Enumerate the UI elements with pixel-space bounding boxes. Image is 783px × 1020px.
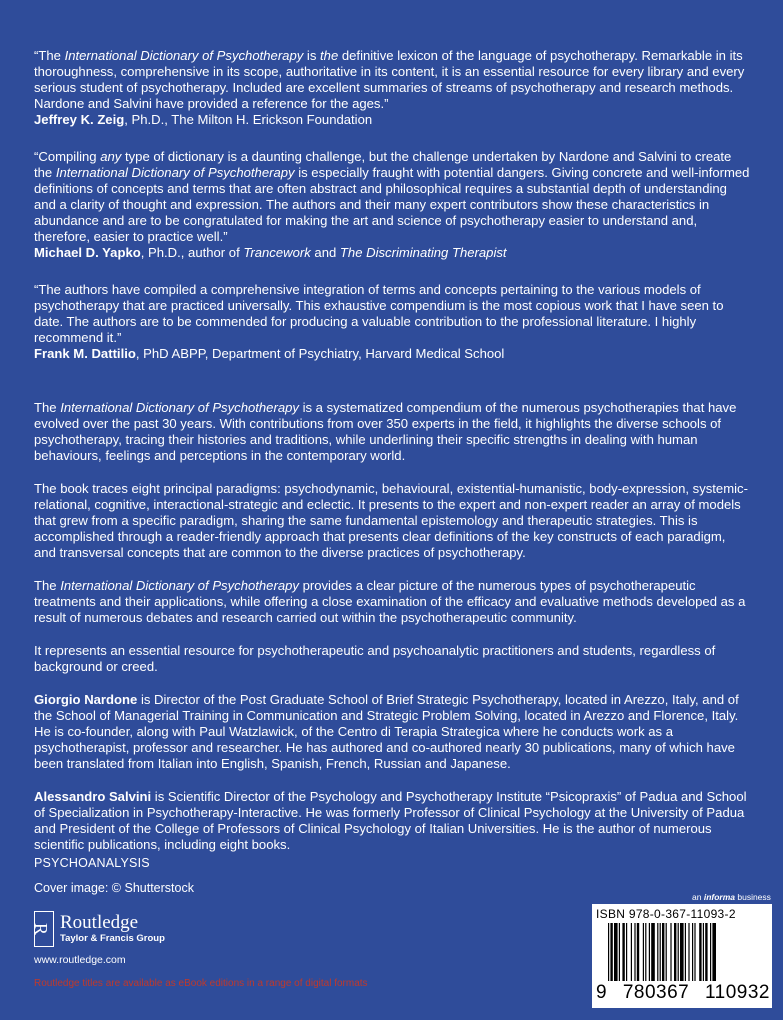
quote-attribution: Michael D. Yapko, Ph.D., author of Trancework and The Discriminating Therapist bbox=[34, 245, 507, 260]
publisher-website: www.routledge.com bbox=[34, 954, 126, 966]
barcode-bar bbox=[651, 923, 655, 981]
barcode-bar bbox=[674, 923, 676, 981]
description-paragraph: The book traces eight principal paradigms: psychodynamic, behavioural, existential-humanistic, body-expression, systemic-relational, cognitive, interactional-strategic and eclectic. It presents to the expert and non-expert reader an array of models that grew from a specific paradigm, sharing the same fundamental epistemology and therapeutic strategies. This is accomplished through a reader-friendly approach that presents clear definitions of the key constructs of each paradigm, and transversal concepts that are common to the diverse practices of psychotherapy. bbox=[34, 481, 748, 560]
barcode-bars bbox=[608, 923, 758, 983]
barcode-bar bbox=[634, 923, 635, 981]
barcode-bar bbox=[666, 923, 667, 981]
barcode-bar bbox=[662, 923, 664, 981]
endorser-name: Jeffrey K. Zeig bbox=[34, 112, 125, 127]
endorser-name: Frank M. Dattilio bbox=[34, 346, 136, 361]
informa-business-label: an informa business bbox=[692, 892, 771, 902]
isbn-barcode bbox=[592, 904, 772, 1008]
publisher-name: Routledge bbox=[60, 912, 139, 933]
barcode-bar bbox=[680, 923, 684, 981]
cover-image-credit: Cover image: © Shutterstock bbox=[34, 881, 194, 895]
barcode-bar bbox=[610, 923, 612, 981]
quote-text: “The authors have compiled a comprehensive integration of terms and concepts pertaining to the various models of psychotherapy that are practiced universally. This exhaustive compendium is the most copious work that I have seen to date. The authors are to be commended for producing a valuable contribution to the professional literature. I highly recommend it.” bbox=[34, 282, 724, 345]
author-name: Alessandro Salvini bbox=[34, 789, 152, 804]
barcode-bar bbox=[608, 923, 609, 981]
publisher-group: Taylor & Francis Group bbox=[60, 933, 165, 944]
barcode-bar bbox=[694, 923, 695, 981]
subject-category: PSYCHOANALYSIS bbox=[34, 856, 150, 870]
cover-text bbox=[34, 48, 750, 870]
barcode-bar bbox=[688, 923, 689, 981]
barcode-bar bbox=[657, 923, 658, 981]
quote-attribution: Frank M. Dattilio, PhD ABPP, Department of Psychiatry, Harvard Medical School bbox=[34, 346, 505, 361]
author-name: Giorgio Nardone bbox=[34, 692, 138, 707]
publisher-logo bbox=[31, 910, 165, 948]
description-paragraph: It represents an essential resource for psychotherapeutic and psychoanalytic practitioners and students, regardless of background or creed. bbox=[34, 643, 716, 674]
barcode-bar bbox=[670, 923, 671, 981]
quote-attribution: Jeffrey K. Zeig, Ph.D., The Milton H. Erickson Foundation bbox=[34, 112, 373, 127]
description-paragraph: The International Dictionary of Psychotherapy provides a clear picture of the numerous types of psychotherapeutic treatments and their applications, while offering a close examination of the efficacy and evaluative methods developed as a result of numerous debates and research carried out within the psychotherapeutic community. bbox=[34, 578, 746, 625]
barcode-bar bbox=[645, 923, 646, 981]
barcode-bar bbox=[626, 923, 627, 981]
endorsement-quote bbox=[34, 48, 750, 128]
barcode-bar bbox=[712, 923, 716, 981]
description-paragraph: The International Dictionary of Psychotherapy is a systematized compendium of the numerous psychotherapies that have evolved over the past 30 years. With contributions from over 350 experts in the field, it highlights the diverse schools of psychotherapy, tracing their histories and traditions, while underlining their specific strengths in dealing with human behaviours, feelings and perceptions in the contemporary world. bbox=[34, 400, 737, 463]
barcode-bar bbox=[631, 923, 632, 981]
barcode-bar bbox=[643, 923, 644, 981]
author-bios bbox=[34, 692, 750, 853]
svg-text:R: R bbox=[31, 923, 51, 936]
barcode-bar bbox=[705, 923, 707, 981]
author-bio: Alessandro Salvini is Scientific Director of the Psychology and Psychotherapy Institute “Psicopraxis” of Padua and School of Specialization in Psychotherapy-Interactive. He was formerly Professor of Clinical Psychology at the University of Padua and President of the College of Professors of Clinical Psychology of Italian Universities. He is the author of numerous scientific publications, including eight books. bbox=[34, 789, 747, 852]
endorsement-quote bbox=[34, 149, 750, 261]
barcode-digits: 9 780367 110932 bbox=[596, 982, 770, 1003]
endorsement-quote bbox=[34, 282, 750, 362]
barcode-bar bbox=[614, 923, 618, 981]
barcode-bar bbox=[685, 923, 686, 981]
barcode-bar bbox=[699, 923, 701, 981]
barcode-bar bbox=[637, 923, 639, 981]
barcode-bar bbox=[703, 923, 704, 981]
barcode-bar bbox=[678, 923, 679, 981]
endorser-name: Michael D. Yapko bbox=[34, 245, 141, 260]
barcode-bar bbox=[619, 923, 620, 981]
book-description bbox=[34, 400, 750, 675]
quote-text: “Compiling any type of dictionary is a daunting challenge, but the challenge undertaken by Nardone and Salvini to create the International Dictionary of Psychotherapy is especially fraught with potential dangers. Giving concrete and well-informed definitions of concepts and terms that are often abstract and philosophical requires a substantial depth of understanding and a clarity of thought and expression. The authors and their many expert contributors show these characteristics in abundance and are to be congratulated for making the art and science of psychotherapy easier to understand and, therefore, easier to practice well.” bbox=[34, 149, 750, 244]
barcode-bar bbox=[692, 923, 693, 981]
ebook-note: Routledge titles are available as eBook editions in a range of digital formats bbox=[34, 978, 368, 989]
isbn-number: ISBN 978-0-367-11093-2 bbox=[596, 907, 736, 921]
routledge-r-icon bbox=[31, 911, 54, 947]
author-bio: Giorgio Nardone is Director of the Post Graduate School of Brief Strategic Psychotherapy, located in Arezzo, Italy, and of the School of Managerial Training in Communication and Strategic Problem Solving, located in Arezzo and Florence, Italy. He is co-founder, along with Paul Watzlawick, of the Centro di Terapia Strategica where he conducts work as a psychotherapist, professor and researcher. He has authored and co-authored nearly 30 publications, many of which have been translated from Italian into English, Spanish, French, Russian and Japanese. bbox=[34, 692, 739, 771]
barcode-bar bbox=[660, 923, 661, 981]
barcode-bar bbox=[622, 923, 624, 981]
barcode-bar bbox=[710, 923, 711, 981]
quote-text: “The International Dictionary of Psychotherapy is the definitive lexicon of the language of psychotherapy. Remarkable in its thoroughness, comprehensive in its scope, authoritative in its content, it is an essential resource for every library and every serious student of psychotherapy. Included are excellent summaries of streams of psychotherapy and research methods. Nardone and Salvini have provided a reference for the ages.” bbox=[34, 48, 745, 111]
barcode-bar bbox=[649, 923, 650, 981]
